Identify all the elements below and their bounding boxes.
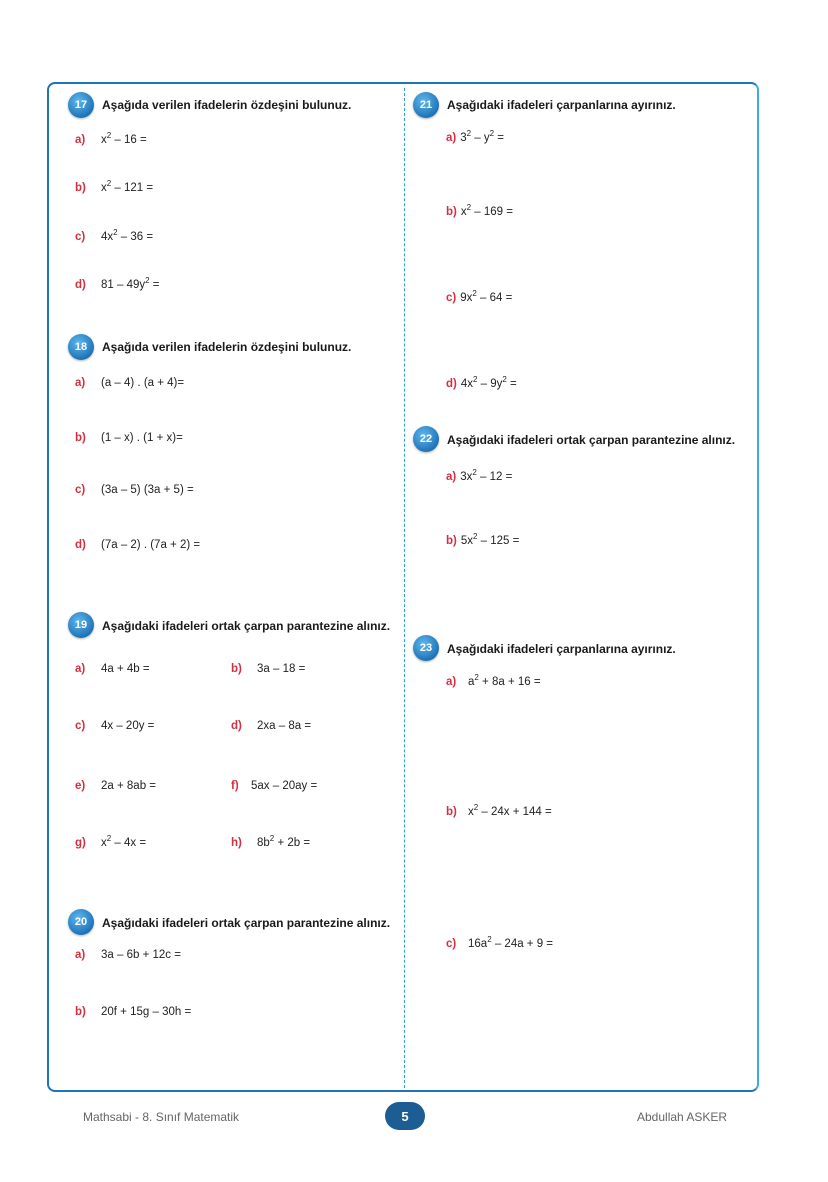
footer-book-title: Mathsabi - 8. Sınıf Matematik (83, 1110, 240, 1124)
footer-author: Abdullah ASKER (637, 1110, 728, 1124)
q22-item-b: b) $5x^2 - 125$ = (446, 532, 520, 547)
question-21-badge: 21 (413, 92, 439, 118)
question-20-title: Aşağıdaki ifadeleri ortak çarpan parantezine alınız. (102, 916, 391, 930)
q17-item-b: b) $x^2 - 121$ = (75, 179, 154, 194)
question-23-title: Aşağıdaki ifadeleri çarpanlarına ayırınız. (447, 642, 676, 656)
question-19-title: Aşağıdaki ifadeleri ortak çarpan parantezine alınız. (102, 619, 391, 633)
question-18-title: Aşağıda verilen ifadelerin özdeşini bulunuz. (102, 340, 352, 354)
question-17-title: Aşağıda verilen ifadelerin özdeşini bulunuz. (102, 98, 352, 112)
question-20-badge: 20 (68, 909, 94, 935)
question-17-badge: 17 (68, 92, 94, 118)
q17-item-c: c) $4x^2 - 36$ = (75, 228, 154, 243)
q17-item-d: d) $81 - 49y^2$ = (75, 276, 160, 291)
q23-item-a: a) $a^2 + 8a + 16$ = (446, 673, 541, 688)
q19-item-f: f) 5ax – 20ay = (231, 780, 318, 792)
q23-item-c: c) $16a^2 - 24a + 9$ = (446, 935, 554, 950)
q19-item-g: g) $x^2 - 4x$ = (75, 834, 147, 849)
q21-item-d: d) $4x^2 - 9y^2$ = (446, 375, 517, 390)
page-frame (47, 82, 759, 1092)
question-22-title: Aşağıdaki ifadeleri ortak çarpan parantezine alınız. (447, 433, 736, 447)
q17-item-a: a) $x^2 - 16$ = (75, 131, 147, 146)
q19-item-e: e) 2a + 8ab = (75, 780, 156, 792)
q18-item-a: a) (a – 4) . (a + 4)= (75, 377, 185, 389)
q21-item-b: b) $x^2 - 169$ = (446, 203, 513, 218)
question-21-title: Aşağıdaki ifadeleri çarpanlarına ayırınız. (447, 98, 676, 112)
page-number: 5 (385, 1102, 425, 1130)
q22-item-a: a) $3x^2 - 12$ = (446, 468, 513, 483)
q20-item-b: b) 20f + 15g – 30h = (75, 1006, 192, 1018)
q18-item-c: c) (3a – 5) (3a + 5) = (75, 484, 194, 496)
question-19-badge: 19 (68, 612, 94, 638)
q20-item-a: a) 3a – 6b + 12c = (75, 949, 181, 961)
question-23-badge: 23 (413, 635, 439, 661)
q23-item-b: b) $x^2 - 24x + 144$ = (446, 803, 552, 818)
q19-item-h: h) $8b^2 + 2b$ = (231, 834, 311, 849)
q18-item-b: b) (1 – x) . (1 + x)= (75, 432, 183, 444)
q19-item-c: c) 4x – 20y = (75, 720, 155, 732)
q19-item-a: a) 4a + 4b = (75, 663, 150, 675)
column-divider (404, 88, 405, 1088)
question-22-badge: 22 (413, 426, 439, 452)
q19-item-b: b) 3a – 18 = (231, 663, 306, 675)
question-18-badge: 18 (68, 334, 94, 360)
q21-item-a: a) $3^2 - y^2$ = (446, 129, 505, 144)
q18-item-d: d) (7a – 2) . (7a + 2) = (75, 539, 201, 551)
q21-item-c: c) $9x^2 - 64$ = (446, 289, 513, 304)
q19-item-d: d) 2xa – 8a = (231, 720, 312, 732)
